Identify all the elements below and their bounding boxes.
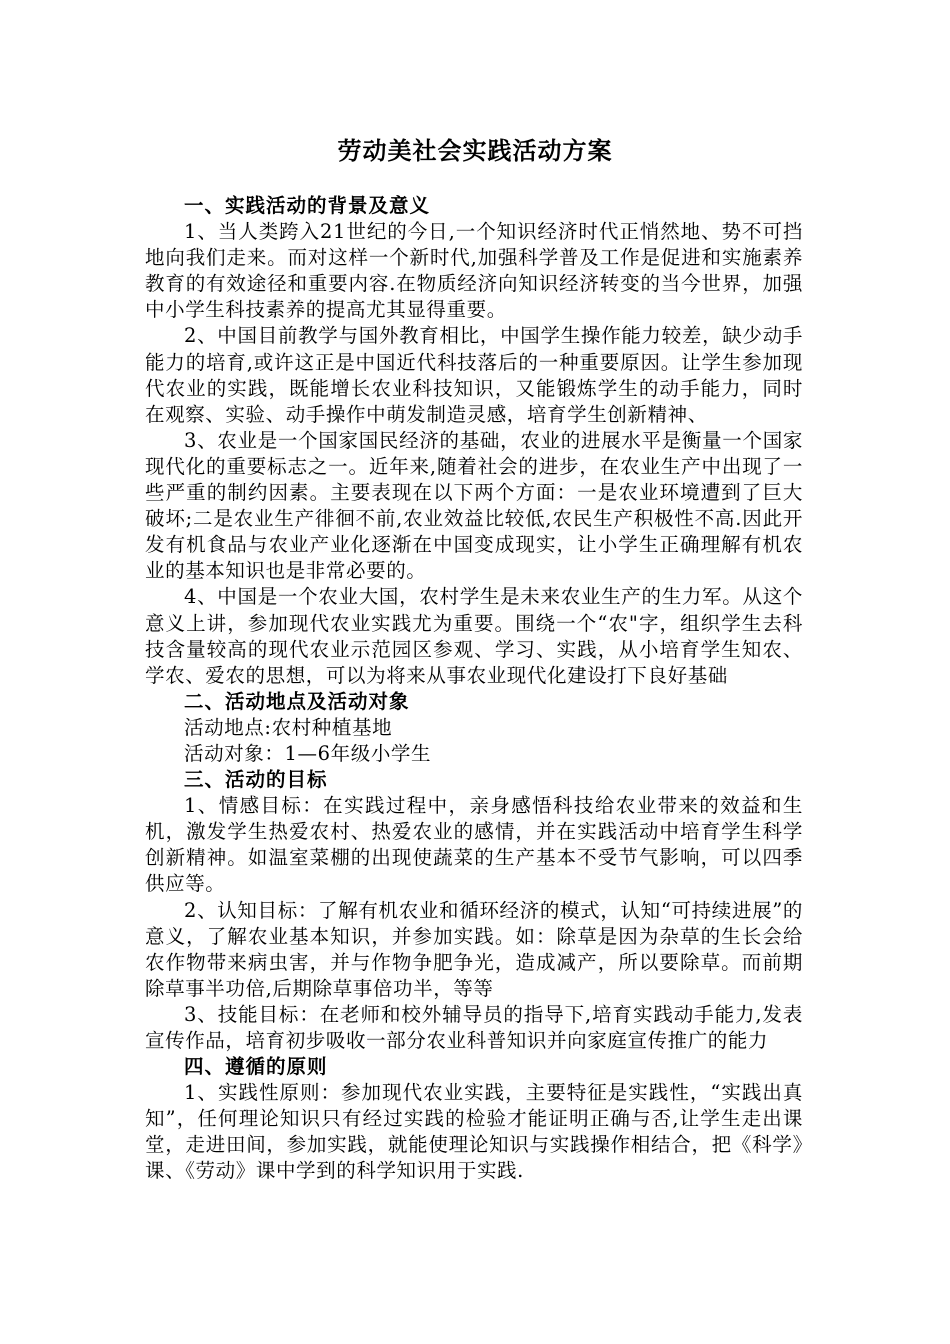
paragraph: 4、中国是一个农业大国，农村学生是未来农业生产的生力军。从这个意义上讲，参加现代农业实践尤为重要。围绕一个“农"字，组织学生去科技含量较高的现代农业示范园区参观、学习、实践，从小培育学生知农、学农、爱农的思想，可以为将来从事农业现代化建设打下良好基础 [145,585,803,687]
section-heading-background: 一、实践活动的背景及意义 [184,194,431,217]
document-title: 劳动美社会实践活动方案 [337,136,613,165]
paragraph: 2、中国目前教学与国外教育相比，中国学生操作能力较差，缺少动手能力的培育,或许这正是中国近代科技落后的一种重要原因。让学生参加现代农业的实践，既能增长农业科技知识，又能锻炼学生的动手能力，同时在观察、实验、动手操作中萌发制造灵感，培育学生创新精神、 [145,324,803,426]
paragraph: 2、认知目标：了解有机农业和循环经济的模式，认知“可持续进展”的意义，了解农业基本知识，并参加实践。如：除草是因为杂草的生长会给农作物带来病虫害，并与作物争肥争光，造成减产，所以要除草。而前期除草事半功倍,后期除草事倍功半，等等 [145,898,803,1000]
paragraph: 3、农业是一个国家国民经济的基础，农业的进展水平是衡量一个国家现代化的重要标志之一。近年来,随着社会的进步，在农业生产中出现了一些严重的制约因素。主要表现在以下两个方面：一是农业环境遭到了巨大破坏;二是农业生产徘徊不前,农业效益比较低,农民生产积极性不高.因此开发有机食品与农业产业化逐渐在中国变成现实，让小学生正确理解有机农业的基本知识也是非常必要的。 [145,428,803,583]
paragraph: 3、技能目标：在老师和校外辅导员的指导下,培育实践动手能力,发表宣传作品，培育初步吸收一部分农业科普知识并向家庭宣传推广的能力 [145,1002,803,1052]
document-body [145,193,803,1185]
section-heading-goals: 三、活动的目标 [184,768,328,792]
paragraph: 1、当人类跨入21世纪的今日,一个知识经济时代正悄然地、势不可挡地向我们走来。而对这样一个新时代,加强科学普及工作是促进和实施素养教育的有效途径和重要内容.在物质经济向知识经济转变的当今世界，加强中小学生科技素养的提高尤其显得重要。 [145,220,803,322]
section-heading-location: 二、活动地点及活动对象 [184,689,410,713]
section-heading-principles: 四、遵循的原则 [184,1055,328,1079]
paragraph: 活动地点:农村种植基地 [184,715,393,739]
paragraph: 1、实践性原则：参加现代农业实践，主要特征是实践性，“实践出真知”，任何理论知识只有经过实践的检验才能证明正确与否,让学生走出课堂，走进田间，参加实践，就能使理论知识与实践操作相结合，把《科学》课、《劳动》课中学到的科学知识用于实践. [145,1081,803,1183]
paragraph: 1、情感目标：在实践过程中，亲身感悟科技给农业带来的效益和生机，激发学生热爱农村、热爱农业的感情，并在实践活动中培育学生科学创新精神。如温室菜棚的出现使蔬菜的生产基本不受节气影响，可以四季供应等。 [145,794,803,896]
paragraph: 活动对象：1—6年级小学生 [184,741,432,765]
